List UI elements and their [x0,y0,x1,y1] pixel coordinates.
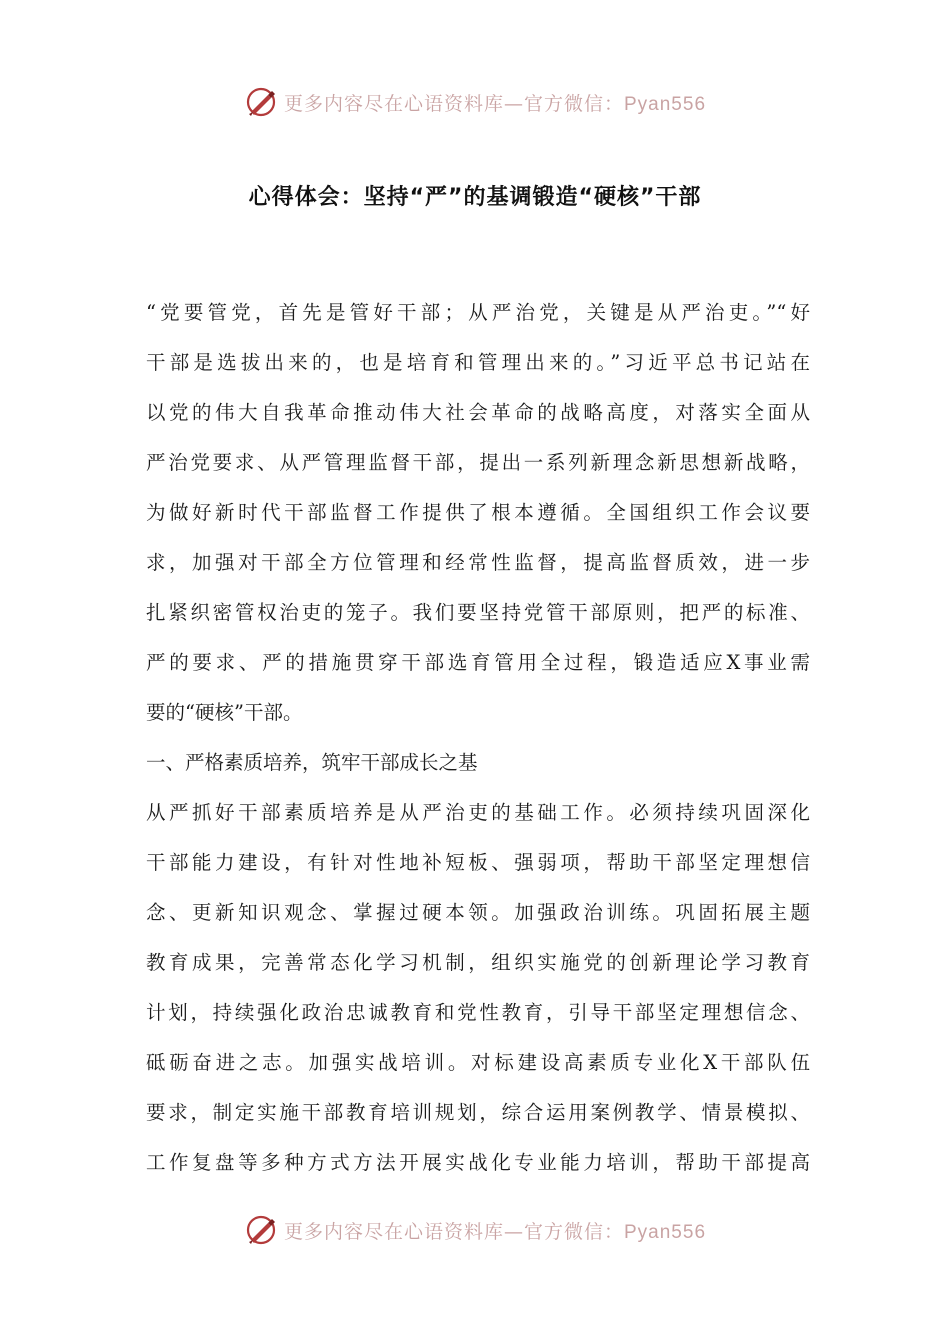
body-line: 严的要求、严的措施贯穿干部选育管用全过程，锻造适应X事业需 [146,651,810,674]
body-line: 以党的伟大自我革命推动伟大社会革命的战略高度，对落实全面从 [146,401,810,424]
body-line: 扎紧织密管权治吏的笼子。我们要坚持党管干部原则，把严的标准、 [146,601,810,624]
body-line: 要求，制定实施干部教育培训规划，综合运用案例教学、情景模拟、 [146,1101,810,1124]
body-line: 念、更新知识观念、掌握过硬本领。加强政治训练。巩固拓展主题 [146,901,810,924]
body-line: 为做好新时代干部监督工作提供了根本遵循。全国组织工作会议要 [146,501,810,524]
watermark-text: 更多内容尽在心语资料库—官方微信：Pyan556 [283,92,707,115]
footer-watermark-banner [0,1210,950,1250]
header-watermark-banner [0,82,950,122]
body-line: 从严抓好干部素质培养是从严治吏的基础工作。必须持续巩固深化 [146,801,810,824]
body-line: 计划，持续强化政治忠诚教育和党性教育，引导干部坚定理想信念、 [146,1001,810,1024]
body-line: 严治党要求、从严管理监督干部，提出一系列新理念新思想新战略， [146,451,810,474]
section-heading: 一、严格素质培养，筑牢干部成长之基 [146,751,478,774]
body-line: “党要管党，首先是管好干部；从严治党，关键是从严治吏。”“好 [146,301,810,324]
body-line: 求，加强对干部全方位管理和经常性监督，提高监督质效，进一步 [146,551,810,574]
body-line: 工作复盘等多种方式方法开展实战化专业能力培训，帮助干部提高 [146,1151,810,1174]
watermark-text: 更多内容尽在心语资料库—官方微信：Pyan556 [283,1220,707,1243]
wechat-id: Pyan556 [624,1221,707,1243]
wechat-id: Pyan556 [624,93,707,115]
body-line: 教育成果，完善常态化学习机制，组织实施党的创新理论学习教育 [146,951,810,974]
document-body [146,290,810,1190]
pen-logo-icon [244,85,278,119]
body-line: 砥砺奋进之志。加强实战培训。对标建设高素质专业化X干部队伍 [146,1051,810,1074]
document-title: 心得体会：坚持“严”的基调锻造“硬核”干部 [248,185,702,210]
body-line: 要的“硬核”干部。 [146,701,303,724]
pen-logo-icon [244,1213,278,1247]
body-line: 干部是选拔出来的，也是培育和管理出来的。”习近平总书记站在 [146,351,810,374]
body-line: 干部能力建设，有针对性地补短板、强弱项，帮助干部坚定理想信 [146,851,810,874]
